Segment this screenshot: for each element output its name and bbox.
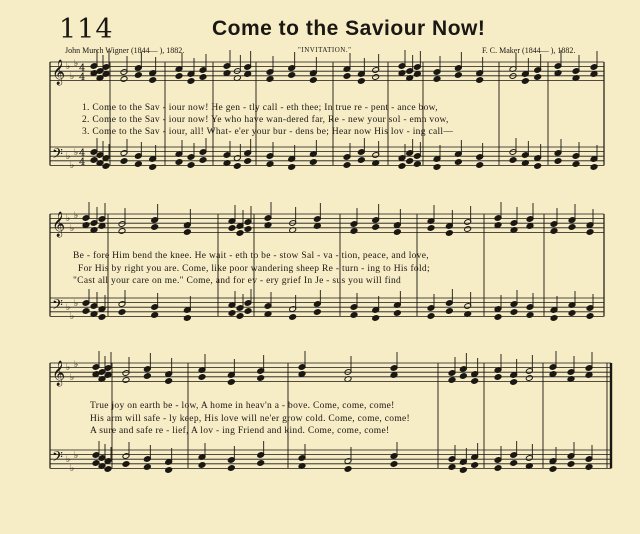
lyric-line-system1-verse3: 3. Come to the Sav - iour, all! What- e'er your bur - dens be; Hear now His lov - ing call—	[82, 127, 454, 137]
note-head	[413, 161, 421, 168]
note-head	[526, 223, 534, 230]
clef-icon: ♭	[74, 451, 79, 461]
note-head	[199, 74, 207, 81]
note-head	[183, 315, 191, 322]
note-head	[118, 309, 126, 316]
note-head	[590, 164, 598, 171]
note-head	[227, 465, 235, 472]
note-head	[165, 467, 173, 474]
note-head	[459, 467, 467, 474]
note-head	[149, 77, 157, 84]
note-head	[120, 76, 128, 83]
tune-name: "INVITATION."	[298, 46, 352, 54]
note-head	[454, 72, 462, 79]
clef-icon: ♭	[66, 62, 71, 72]
clef-icon: 4	[79, 63, 86, 74]
note-head	[550, 315, 558, 322]
clef-icon: 𝄢	[52, 449, 63, 469]
note-head	[448, 377, 456, 384]
note-head	[390, 461, 398, 468]
note-head	[585, 464, 593, 471]
note-head	[568, 310, 576, 317]
clef-icon: 𝄞	[52, 60, 66, 85]
note-head	[233, 163, 241, 170]
note-head	[476, 77, 484, 84]
note-head	[448, 464, 456, 471]
clef-icon: 4	[79, 148, 86, 159]
note-head	[143, 373, 151, 380]
note-head	[122, 461, 130, 468]
note-head	[510, 460, 518, 467]
clef-icon: ♭	[66, 214, 71, 224]
note-head	[344, 466, 352, 473]
note-head	[228, 225, 236, 232]
note-head	[98, 223, 106, 230]
note-head	[134, 72, 142, 79]
note-head	[590, 71, 598, 78]
note-head	[175, 73, 183, 80]
note-head	[586, 229, 594, 236]
note-head	[134, 161, 142, 168]
note-head	[151, 224, 159, 231]
note-head	[266, 76, 274, 83]
note-head	[264, 222, 272, 229]
note-head	[313, 223, 321, 230]
note-head	[343, 73, 351, 80]
lyric-line-system3-verse2: His arm will safe - ly keep, His love will ne'er grow cold. Come, come, come!	[90, 414, 411, 424]
clef-icon: ♭	[74, 148, 79, 158]
note-head	[183, 229, 191, 236]
note-head	[289, 314, 297, 321]
note-head	[143, 464, 151, 471]
note-head	[372, 224, 380, 231]
note-head	[471, 462, 479, 469]
note-head	[521, 78, 529, 85]
note-head	[257, 460, 265, 467]
note-head	[398, 70, 406, 77]
clef-icon: ♭	[70, 373, 75, 383]
clef-icon: ♭	[70, 224, 75, 234]
note-head	[549, 466, 557, 473]
note-head	[82, 308, 90, 315]
note-head	[228, 310, 236, 317]
note-head	[309, 159, 317, 166]
note-head	[445, 308, 453, 315]
note-head	[433, 164, 441, 171]
note-head	[288, 164, 296, 171]
lyric-line-system1-verse2: 2. Come to the Sav - iour now! Ye who have wan-dered far, Re - new your sol - emn vow,	[82, 115, 449, 125]
clef-icon: 𝄞	[52, 361, 66, 386]
lyric-line-system2-verse3: "Cast all your care on me." Come, and for ev - ery grief In Je - sus you will find	[73, 276, 402, 286]
note-head	[120, 158, 128, 165]
note-head	[372, 315, 380, 322]
note-head	[199, 157, 207, 164]
clef-icon: ♭	[70, 312, 75, 322]
note-head	[454, 159, 462, 166]
clef-icon: ♭	[70, 464, 75, 474]
clef-icon: ♭	[74, 360, 79, 370]
note-head	[187, 162, 195, 169]
note-head	[406, 158, 414, 165]
note-head	[298, 371, 306, 378]
note-head	[494, 374, 502, 381]
note-head	[494, 222, 502, 229]
note-head	[244, 226, 252, 233]
note-head	[393, 310, 401, 317]
note-head	[510, 309, 518, 316]
note-head	[494, 465, 502, 472]
note-head	[165, 378, 173, 385]
note-head	[509, 157, 517, 164]
note-head	[568, 224, 576, 231]
note-head	[244, 71, 252, 78]
lyric-line-system2-verse1: Be - fore Him bend the knee. He wait - eth to be - stow Sal - va - tion, peace, and love,	[73, 251, 429, 261]
clef-icon: ♭	[74, 299, 79, 309]
clef-icon: 𝄞	[52, 212, 66, 237]
note-head	[244, 158, 252, 165]
note-head	[572, 161, 580, 168]
note-head	[223, 70, 231, 77]
clef-icon: ♭	[66, 303, 71, 313]
note-head	[343, 162, 351, 169]
note-head	[118, 228, 126, 235]
note-head	[494, 314, 502, 321]
note-head	[433, 76, 441, 83]
note-head	[525, 375, 533, 382]
note-head	[257, 375, 265, 382]
note-head	[534, 74, 542, 81]
note-head	[313, 309, 321, 316]
note-head	[309, 77, 317, 84]
clef-icon: 𝄢	[52, 297, 63, 317]
note-head	[413, 71, 421, 78]
note-head	[567, 461, 575, 468]
note-head	[236, 313, 244, 320]
note-head	[198, 374, 206, 381]
note-head	[357, 157, 365, 164]
note-head	[187, 78, 195, 85]
clef-icon: ♭	[66, 363, 71, 373]
note-head	[585, 372, 593, 379]
note-head	[372, 74, 380, 81]
note-head	[350, 228, 358, 235]
note-head	[98, 314, 106, 321]
note-head	[586, 313, 594, 320]
note-head	[390, 372, 398, 379]
note-head	[526, 312, 534, 319]
note-head	[288, 72, 296, 79]
note-head	[244, 308, 252, 315]
note-head	[175, 159, 183, 166]
note-head	[554, 158, 562, 165]
note-head	[122, 377, 130, 384]
note-head	[198, 462, 206, 469]
clef-icon: ♭	[66, 455, 71, 465]
lyric-line-system2-verse2: For His by right you are. Come, like poor wandering sheep Re - turn - ing to His fold;	[78, 264, 430, 274]
note-head	[266, 161, 274, 168]
clef-icon: ♭	[74, 211, 79, 221]
clef-icon: ♭	[66, 152, 71, 162]
note-head	[510, 379, 518, 386]
note-head	[398, 163, 406, 170]
note-head	[549, 371, 557, 378]
note-head	[227, 379, 235, 386]
note-head	[550, 228, 558, 235]
note-head	[554, 70, 562, 77]
lyric-line-system3-verse3: A sure and safe re - lief, A lov - ing Friend and kind. Come, come, come!	[90, 426, 390, 436]
note-head	[357, 78, 365, 85]
lyric-line-system3-verse1: True joy on earth be - low, A home in heav'n a - bove. Come, come, come!	[90, 401, 395, 411]
note-head	[427, 225, 435, 232]
author-credit: John Murch Wigner (1844— ), 1882.	[65, 46, 185, 55]
composer-credit: F. C. Maker (1844— ), 1882.	[482, 46, 576, 55]
clef-icon: ♭	[70, 72, 75, 82]
note-head	[427, 313, 435, 320]
note-head	[534, 163, 542, 170]
hymn-number: 114	[59, 14, 114, 45]
note-head	[82, 222, 90, 229]
note-head	[151, 312, 159, 319]
lyric-line-system1-verse1: 1. Come to the Sav - iour now! He gen - tly call - eth thee; In true re - pent - ance bow,	[82, 103, 438, 113]
note-head	[471, 378, 479, 385]
clef-icon: 𝄢	[52, 146, 63, 166]
clef-icon: ♭	[74, 59, 79, 69]
note-head	[445, 230, 453, 237]
note-head	[149, 164, 157, 171]
note-head	[236, 230, 244, 237]
clef-icon: 4	[79, 72, 86, 83]
note-head	[464, 226, 472, 233]
note-head	[459, 373, 467, 380]
note-head	[393, 229, 401, 236]
note-head	[350, 312, 358, 319]
clef-icon: ♭	[70, 161, 75, 171]
hymn-title: Come to the Saviour Now!	[212, 17, 486, 40]
clef-icon: 4	[79, 157, 86, 168]
note-head	[476, 162, 484, 169]
